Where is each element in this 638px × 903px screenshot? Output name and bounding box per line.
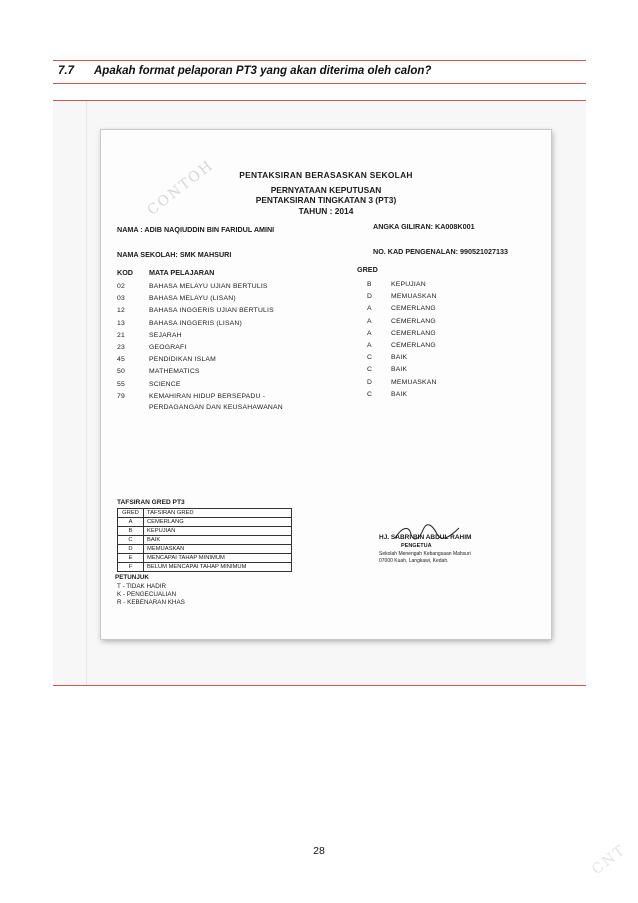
result-slip-image [101, 130, 551, 639]
subject-name: KEMAHIRAN HIDUP BERSEPADU - [149, 392, 266, 400]
tafsiran-text: KEPUJIAN [144, 527, 292, 536]
subject-grade-desc: MEMUASKAN [391, 378, 437, 386]
slip-header-line3: PENTAKSIRAN TINGKATAN 3 (PT3) [255, 195, 397, 205]
col-gred: GRED [357, 265, 378, 274]
subject-code: 79 [117, 392, 125, 400]
subject-grade-desc: CEMERLANG [391, 329, 436, 337]
subject-grade: D [367, 293, 373, 301]
subject-code: 13 [117, 319, 125, 327]
tafsiran-row [118, 536, 292, 545]
subject-grade-desc: BAIK [391, 390, 408, 398]
subject-name: BAHASA INGGERIS UJIAN BERTULIS [149, 307, 274, 315]
index-number: ANGKA GILIRAN: KA008K001 [373, 222, 475, 231]
petunjuk-item: K - PENGECUALIAN [117, 591, 177, 598]
subject-code: 21 [117, 331, 125, 339]
tafsiran-row [118, 554, 292, 563]
subject-code: 03 [117, 295, 125, 303]
subject-grade: C [367, 366, 373, 374]
subject-code: 50 [117, 368, 125, 376]
subject-grade-desc: BAIK [391, 354, 408, 362]
signatory-title: PENGETUA [401, 543, 432, 549]
tafsiran-row [118, 563, 292, 572]
corner-watermark: CNT [589, 841, 630, 879]
subject-grade: A [367, 329, 372, 337]
tafsiran-grade: C [118, 536, 144, 545]
subject-code: 45 [117, 356, 125, 364]
slip-header-line2: PERNYATAAN KEPUTUSAN [270, 185, 382, 195]
tafsiran-row [118, 518, 292, 527]
rule-cell-bottom [53, 685, 586, 686]
subject-name: BAHASA INGGERIS (LISAN) [149, 319, 242, 327]
question-number: 7.7 [58, 65, 74, 77]
petunjuk-item: T - TIDAK HADIR [117, 583, 167, 590]
subject-grade: C [367, 390, 373, 398]
subject-grade-desc: MEMUASKAN [391, 293, 437, 301]
subject-name: SCIENCE [149, 380, 181, 388]
tafsiran-text: BAIK [144, 536, 292, 545]
tafsiran-head-gred: GRED [118, 509, 144, 518]
rule-top [53, 60, 586, 61]
tafsiran-grade: A [118, 518, 144, 527]
petunjuk-item: R - KEBENARAN KHAS [117, 599, 185, 606]
subject-code: 02 [117, 283, 125, 290]
slip-header-line4: TAHUN : 2014 [298, 206, 354, 216]
subject-grade: D [367, 378, 373, 386]
subject-name: GEOGRAFI [149, 344, 187, 351]
cell-divider [86, 101, 87, 685]
col-subject: MATA PELAJARAN [149, 268, 215, 277]
subject-continuation: PERDAGANGAN DAN KEUSAHAWANAN [149, 404, 283, 411]
subject-grade: A [367, 317, 372, 325]
school-name: NAMA SEKOLAH: SMK MAHSURI [117, 250, 232, 259]
subject-name: MATHEMATICS [149, 368, 200, 376]
tafsiran-grade: D [118, 545, 144, 554]
subject-grade: A [367, 342, 372, 349]
watermark-text: CONTOH [144, 157, 217, 219]
tafsiran-text: MEMUASKAN [144, 545, 292, 554]
rule-question-bottom [53, 83, 586, 84]
tafsiran-header-row [118, 509, 292, 518]
subject-grade: C [367, 354, 373, 362]
tafsiran-text: BELUM MENCAPAI TAHAP MINIMUM [144, 563, 292, 572]
subject-grade-desc: CEMERLANG [391, 342, 436, 349]
subject-grade: B [367, 281, 372, 288]
tafsiran-title: TAFSIRAN GRED PT3 [117, 499, 185, 506]
tafsiran-row [118, 545, 292, 554]
subject-name: BAHASA MELAYU (LISAN) [149, 295, 236, 303]
tafsiran-table [117, 508, 292, 572]
tafsiran-text: MENCAPAI TAHAP MINIMUM [144, 554, 292, 563]
question-text: Apakah format pelaporan PT3 yang akan diterima oleh calon? [94, 65, 432, 77]
tafsiran-grade: F [118, 563, 144, 572]
candidate-name: NAMA : ADIB NAQIUDDIN BIN FARIDUL AMINI [117, 225, 275, 234]
subject-name: SEJARAH [149, 331, 182, 339]
question-heading [58, 65, 431, 77]
subject-code: 55 [117, 380, 125, 388]
subject-name: PENDIDIKAN ISLAM [149, 356, 217, 364]
tafsiran-head-text: TAFSIRAN GRED [144, 509, 292, 518]
subject-grade-desc: CEMERLANG [391, 317, 436, 325]
subject-grade: A [367, 305, 372, 313]
ic-number: NO. KAD PENGENALAN: 990521027133 [373, 247, 509, 256]
subject-grade-desc: BAIK [391, 366, 408, 374]
subject-code: 12 [117, 307, 125, 315]
subject-name: BAHASA MELAYU UJIAN BERTULIS [149, 283, 268, 290]
subject-grade-desc: CEMERLANG [391, 305, 436, 313]
signatory-school: Sekolah Menengah Kebangsaan Mahsuri [379, 551, 471, 557]
subject-grade-desc: KEPUJIAN [391, 281, 426, 288]
subject-code: 23 [117, 344, 125, 351]
tafsiran-grade: E [118, 554, 144, 563]
slip-header-line1: PENTAKSIRAN BERASASKAN SEKOLAH [239, 170, 413, 180]
signatory-address: 07000 Kuah, Langkawi, Kedah. [379, 558, 449, 564]
petunjuk-title: PETUNJUK [115, 574, 149, 581]
tafsiran-text: CEMERLANG [144, 518, 292, 527]
tafsiran-grade: B [118, 527, 144, 536]
col-kod: KOD [117, 268, 133, 277]
tafsiran-row [118, 527, 292, 536]
page-number: 28 [313, 845, 325, 857]
signatory-name: HJ. SABRI BIN ABDUL RAHIM [379, 534, 472, 541]
